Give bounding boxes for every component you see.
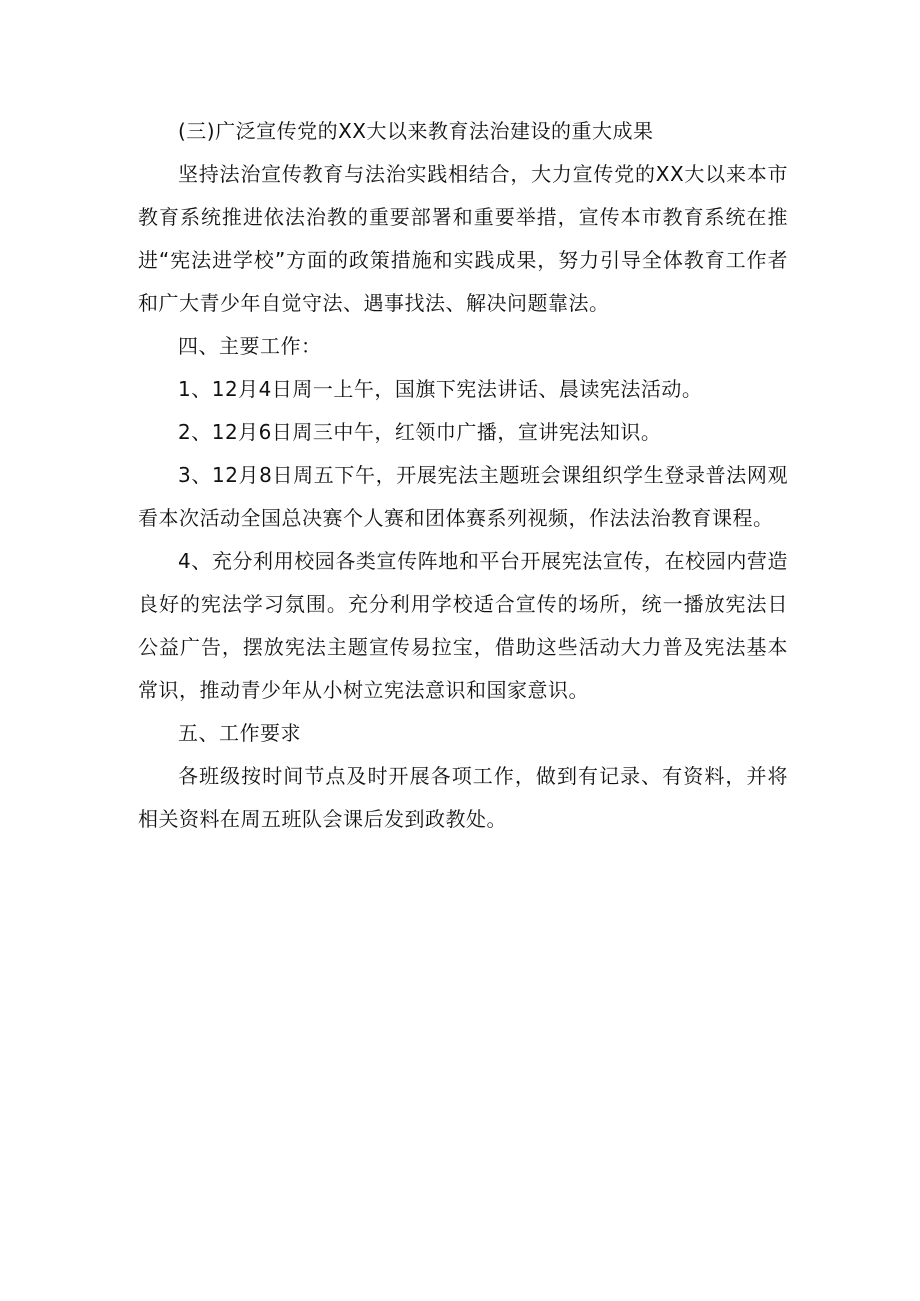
work-item-1: 1、12月4日周一上午，国旗下宪法讲话、晨读宪法活动。 bbox=[178, 377, 703, 401]
section-heading-5: 五、工作要求 bbox=[178, 721, 301, 745]
work-item-3: 3、12月8日周五下午，开展宪法主题班会课组织学生登录普法网观看本次活动全国总决赛个人赛和团体赛系列视频，作法法治教育课程。 bbox=[138, 463, 788, 530]
document-page bbox=[138, 110, 788, 841]
work-item-2: 2、12月6日周三中午，红领巾广播，宣讲宪法知识。 bbox=[178, 420, 662, 444]
paragraph-publicity: 坚持法治宣传教育与法治实践相结合，大力宣传党的XX大以来本市教育系统推进依法治教的重要部署和重要举措，宣传本市教育系统在推进“宪法进学校”方面的政策措施和实践成果，努力引导全体教育工作者和广大青少年自觉守法、遇事找法、解决问题靠法。 bbox=[138, 162, 788, 315]
section-heading-4: 四、主要工作： bbox=[178, 334, 322, 358]
section-heading-3: (三)广泛宣传党的XX大以来教育法治建设的重大成果 bbox=[178, 119, 654, 143]
paragraph-requirements: 各班级按时间节点及时开展各项工作，做到有记录、有资料，并将相关资料在周五班队会课后发到政教处。 bbox=[138, 764, 788, 831]
work-item-4: 4、充分利用校园各类宣传阵地和平台开展宪法宣传，在校园内营造良好的宪法学习氛围。充分利用学校适合宣传的场所，统一播放宪法日公益广告，摆放宪法主题宣传易拉宝，借助这些活动大力普及宪法基本常识，推动青少年从小树立宪法意识和国家意识。 bbox=[138, 549, 788, 702]
